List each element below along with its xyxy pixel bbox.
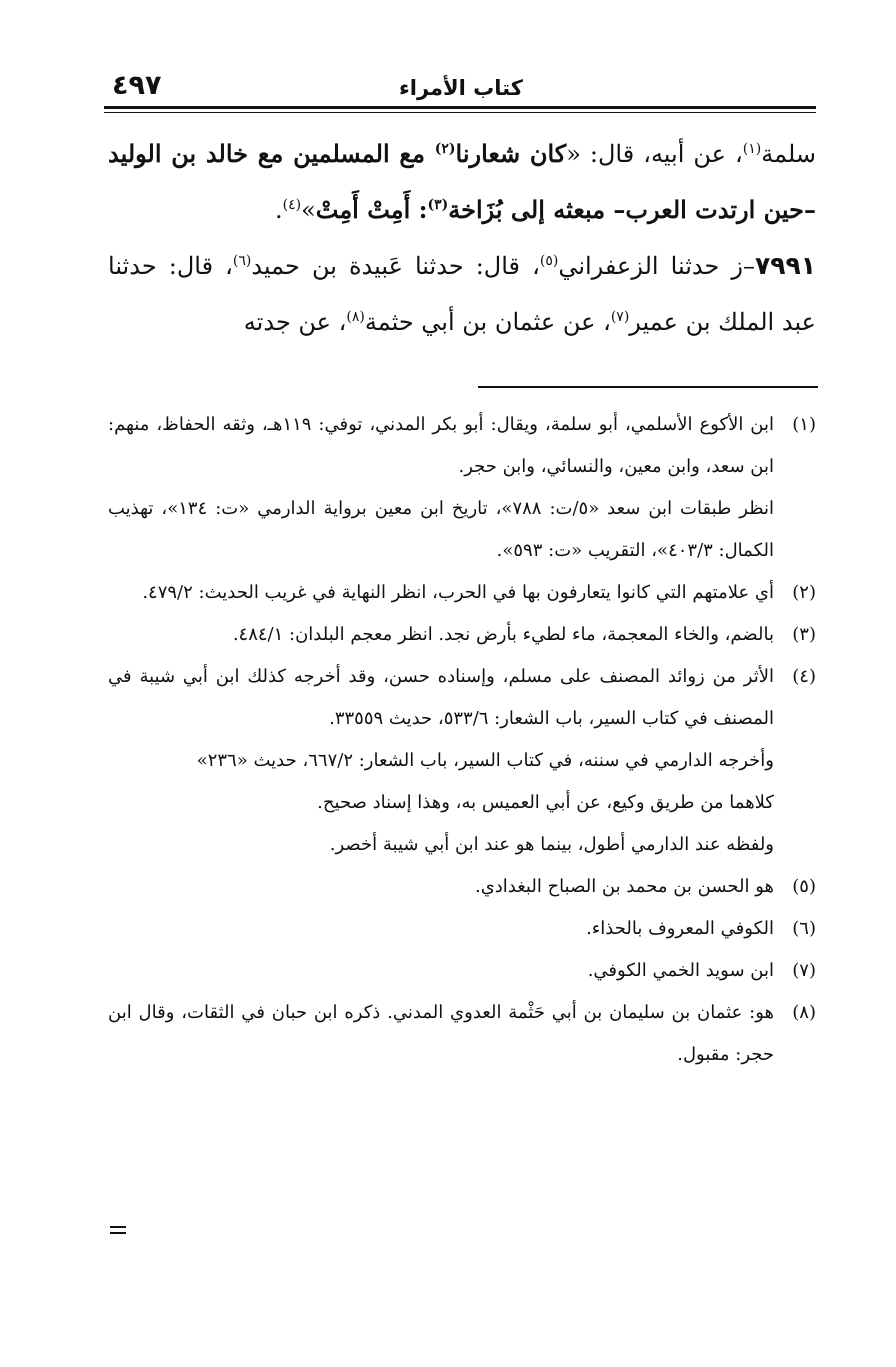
- footnote-body: [108, 992, 774, 1076]
- footnote-item: [108, 992, 816, 1076]
- hadith-text: كان شعارنا$^{(٢)}$ مع المسلمين مع خالد بن الوليد –حين ارتدت العرب– مبعثه إلى بُزَاخة$^{(٣)}$: أَمِتْ أَمِتْ: [108, 139, 816, 224]
- footnote-ref: (٤): [282, 197, 302, 213]
- footnote-number: (٦): [792, 918, 816, 939]
- footnote-item: [108, 614, 816, 656]
- page-number: ٤٩٧: [112, 70, 162, 101]
- text-span: ، عن عثمان بن أبي حثمة: [364, 308, 611, 336]
- footnote-item: [108, 950, 816, 992]
- text-span: –ز حدثنا الزعفراني: [558, 252, 755, 280]
- footnote-text: انظر طبقات ابن سعد «٥/ت: ٧٨٨»، تاريخ ابن معين برواية الدارمي «ت: ١٣٤»، تهذيب الكمال: ٤٠٣/٣»، التقريب «ت: ٥٩٣».: [108, 498, 775, 561]
- text-span: ، عن جدته: [243, 308, 347, 336]
- footnote-ref: (٣): [427, 197, 449, 213]
- footnote-item: [108, 866, 816, 908]
- footnote-item: [108, 572, 816, 614]
- footnote-body: [108, 866, 774, 908]
- footnote-divider: [478, 386, 818, 388]
- footnote-body: [108, 656, 774, 866]
- footnote-text: أي علامتهم التي كانوا يتعارفون بها في الحرب، انظر النهاية في غريب الحديث: ٤٧٩/٢.: [142, 582, 774, 603]
- footnote-text: هو الحسن بن محمد بن الصباح البغدادي.: [474, 876, 774, 897]
- footnote-item: [108, 908, 816, 950]
- text-span: ، قال: حدثنا عَبيدة بن حميد: [251, 252, 540, 280]
- footnote-number: (٨): [792, 1002, 816, 1023]
- main-paragraph-1: [108, 126, 816, 238]
- footnote-body: [108, 572, 774, 614]
- footnote-body: [108, 950, 774, 992]
- footnote-ref: (٢): [434, 141, 456, 157]
- footnote-item: [108, 656, 816, 866]
- footnote-ref: (١): [742, 141, 762, 157]
- footnote-text: بالضم، والخاء المعجمة، ماء لطيء بأرض نجد. انظر معجم البلدان: ٤٨٤/١.: [232, 624, 774, 645]
- footnote-text: وأخرجه الدارمي في سننه، في كتاب السير، باب الشعار: ٦٦٧/٢، حديث «٢٣٦»: [196, 750, 774, 771]
- text-span: ، قال: حدثنا عبد الملك بن عمير: [108, 252, 816, 336]
- footnote-text: ولفظه عند الدارمي أطول، بينما هو عند ابن أبي شيبة أخصر.: [329, 834, 774, 855]
- footnote-number: (١): [792, 414, 816, 435]
- footnote-text: ابن الأكوع الأسلمي، أبو سلمة، ويقال: أبو بكر المدني، توفي: ١١٩هـ، وثقه الحفاظ، منهم: ابن سعد، وابن معين، والنسائي، وابن حجر.: [108, 414, 774, 477]
- footnote-ref: (٧): [610, 309, 630, 325]
- footnote-number: (٤): [792, 666, 816, 687]
- footnote-text: كلاهما من طريق وكيع، عن أبي العميس به، وهذا إسناد صحيح.: [317, 792, 774, 813]
- footnote-text: الكوفي المعروف بالحذاء.: [586, 918, 774, 939]
- text-span: .: [274, 196, 283, 224]
- footnote-ref: (٨): [346, 309, 365, 325]
- footnote-body: [108, 614, 774, 656]
- footnote-number: (٢): [792, 582, 816, 603]
- footnote-ref: (٦): [232, 253, 252, 269]
- header-rule-thick: [104, 106, 816, 109]
- footnote-text: ابن سويد الخمي الكوفي.: [587, 960, 774, 981]
- text-span: سلمة: [761, 140, 816, 168]
- footnotes: [108, 404, 816, 1076]
- hadith-number: ٧٩٩١: [754, 251, 817, 280]
- running-header: [108, 70, 814, 106]
- footnote-text: هو: عثمان بن سليمان بن أبي حَثْمة العدوي المدني. ذكره ابن حبان في الثقات، وقال ابن حجر: مقبول.: [108, 1002, 774, 1065]
- footnote-body: [108, 404, 774, 572]
- end-mark: [110, 1226, 126, 1236]
- main-text: [108, 126, 816, 350]
- main-paragraph-2: [108, 238, 816, 350]
- footnote-item: [108, 404, 816, 572]
- text-span: ، عن أبيه، قال: «: [566, 140, 743, 168]
- footnote-body: [108, 908, 774, 950]
- footnote-number: (٣): [792, 624, 816, 645]
- book-title: كتاب الأمراء: [399, 76, 523, 100]
- footnote-number: (٥): [792, 876, 816, 897]
- footnote-number: (٧): [792, 960, 816, 981]
- text-span: »: [301, 196, 316, 224]
- footnote-text: الأثر من زوائد المصنف على مسلم، وإسناده حسن، وقد أخرجه كذلك ابن أبي شيبة في المصنف في كتاب السير، باب الشعار: ٥٣٣/٦، حديث ٣٣٥٥٩.: [108, 666, 774, 729]
- footnote-ref: (٥): [539, 253, 559, 269]
- header-rule-thin: [104, 112, 816, 113]
